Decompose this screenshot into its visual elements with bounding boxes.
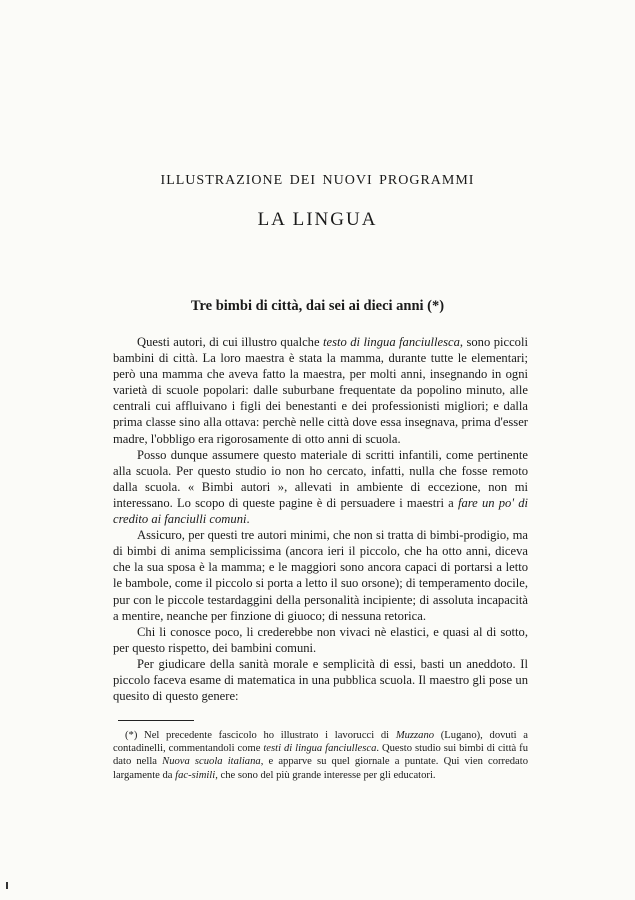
text-run: Per giudicare della sanità morale e semplicità di essi, basti un aneddoto. Il piccolo faceva esame di matematica in una pubblica scuola. Il maestro gli pose un quesito di questo genere: bbox=[113, 656, 528, 704]
text-run: Chi li conosce poco, li crederebbe non vivaci nè elastici, e quasi al di sotto, per questo rispetto, dei bambini comuni. bbox=[113, 624, 528, 655]
italic-phrase: fare un po' di credito ai fanciulli comuni bbox=[113, 495, 528, 527]
scan-edge-mark bbox=[6, 882, 8, 889]
footnote-paragraph bbox=[113, 729, 528, 782]
text-run: (*) Nel precedente fascicolo ho illustrato i lavorucci di bbox=[125, 730, 396, 741]
footnote bbox=[113, 729, 528, 782]
text-run: Posso dunque assumere questo materiale di scritti infantili, come pertinente alla scuola. Per questo studio io non ho cercato, infatti, nulla che fosse remoto dalla scuola. « Bimbi autori », allevati in ambiente di eccezione, non mi interessano. Lo scopo di queste pagine è di persuadere i maestri a bbox=[113, 447, 528, 510]
italic-phrase: testo di lingua fanciullesca bbox=[323, 335, 460, 349]
italic-phrase: Muzzano bbox=[395, 730, 435, 741]
text-run: , e apparve su quel giornale a puntate. Qui vien corredato largamente da bbox=[113, 756, 529, 781]
text-run: . bbox=[246, 512, 250, 527]
text-run: . Questo studio sui bimbi di città fu dato nella bbox=[113, 743, 528, 768]
text-run: , che sono del più grande interesse per gli educatori. bbox=[215, 769, 436, 781]
article-body bbox=[113, 334, 528, 704]
body-paragraph bbox=[113, 447, 528, 527]
main-title: LA LINGUA bbox=[257, 209, 378, 230]
text-run: (Lugano), dovuti a contadinelli, commentandoli come bbox=[113, 730, 528, 755]
body-paragraph bbox=[113, 624, 528, 656]
text-run: , sono piccoli bambini di città. La loro maestra è stata la mamma, durante tutte le elementari; però una mamma che aveva fatto la maestra, per molti anni, insegnando in ogni varietà di scuole popolari: dalle suburbane frequentate da popolino minuto, alle centrali cui affluivano i figli dei benestanti e dei professionisti migliori; e dalla prima classe sino alla ottava: perchè nelle città dove essa insegnava, prima d'esser madre, l'obbligo era rigorosamente di otto anni di scuola. bbox=[113, 335, 528, 446]
body-paragraph bbox=[113, 656, 528, 704]
series-title: ILLUSTRAZIONE DEI NUOVI PROGRAMMI bbox=[160, 173, 475, 188]
body-paragraph bbox=[113, 334, 528, 447]
text-run: Questi autori, di cui illustro qualche bbox=[137, 335, 323, 349]
article-title: Tre bimbi di città, dai sei ai dieci anni (*) bbox=[190, 298, 445, 314]
italic-phrase: testi di lingua fanciullesca bbox=[263, 743, 377, 755]
italic-phrase: fac-simili bbox=[175, 769, 216, 781]
footnote-divider bbox=[118, 720, 194, 721]
text-run: Assicuro, per questi tre autori minimi, che non si tratta di bimbi-prodigio, ma di bimbi di anima semplicissima (ancora ieri il piccolo, che ha otto anni, diceva che la sua sposa è la mamma; e le maggiori sono ancora capaci di portarsi a letto le bambole, come il piccolo si porta a letto il suo orsone); di temperamento docile, pur con le piccole testardaggini della personalità incipiente; di assoluta incapacità a mentire, neanche per finzione di giuoco; di nessuna retorica. bbox=[113, 528, 528, 623]
italic-phrase: Nuova scuola italiana bbox=[162, 756, 261, 768]
body-paragraph bbox=[113, 527, 528, 624]
